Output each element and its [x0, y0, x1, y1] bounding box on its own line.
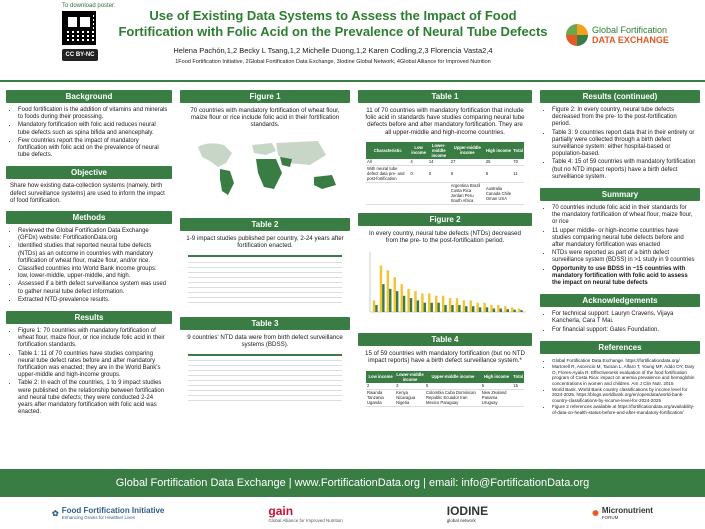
list-item: • Reviewed the Global Fortification Data Exchange (GFDx) website: FortificationData.org: [18, 228, 168, 242]
chart-bar-pre-12: [449, 298, 451, 312]
table-row: [366, 371, 524, 383]
list-item: • Figure 2: In every country, neural tube defects decreased from the pre- to the post-fortification period.: [552, 107, 696, 129]
table-row: [188, 297, 342, 302]
logo-line1: Global Fortification: [592, 25, 668, 35]
table-cell: 27: [450, 159, 485, 166]
chart-bar-post-16: [479, 308, 481, 313]
table3-caption: 9 countries' NTD data were from birth defect surveillance systems (BDSS).: [187, 333, 343, 348]
chart-bar-post-13: [458, 305, 460, 312]
table-cell: 11: [512, 165, 524, 182]
ffi-logo[interactable]: [52, 506, 164, 520]
list-item: • Few countries report the impact of mandatory fortification with folic acid on the prevalence of neural tube defects.: [18, 138, 168, 160]
table-cell: [512, 182, 524, 204]
list-item: • Mandatory fortification with folic acid reduces neural tube defects such as spina bifida and anencephaly.: [18, 122, 168, 136]
column-1: [6, 90, 172, 422]
list-item: • Table 3: 9 countries report data that in their entirety or partially were collected through a birth defect surveillance system: either hospital-based or population-based.: [552, 130, 696, 159]
table-row: [188, 396, 342, 401]
gain-tagline: Global Alliance for Improved Nutrition: [268, 517, 343, 523]
table-cell: Colombia Cuba Dominican Republic Ecuador Iran Mexico Paraguay: [425, 389, 481, 406]
list-item: • Assessed if a birth defect surveillance system was used to gather neural tube defect information.: [18, 281, 168, 295]
poster-header: [0, 0, 705, 82]
chart-bar-pre-5: [400, 284, 402, 312]
table-cell: 0: [409, 165, 427, 182]
license-badge[interactable]: CC BY-NC: [62, 49, 98, 61]
table2-heading: Table 2: [180, 218, 350, 231]
mnf-tagline: FORUM: [601, 515, 619, 520]
table-cell: 0: [428, 165, 450, 182]
logo-line2: DATA EXCHANGE: [592, 35, 669, 45]
chart-bar-pre-11: [442, 296, 444, 312]
gfdx-logo-icon: [566, 24, 588, 46]
mnf-name: Micronutrient: [601, 506, 653, 515]
table1-heading: Table 1: [358, 90, 532, 103]
table-cell: 15: [512, 383, 524, 390]
footer-contact[interactable]: Global Fortification Data Exchange | www.FortificationData.org | email: info@FortificationData.org: [0, 469, 705, 497]
authors: Helena Pachón,1,2 Becky L Tsang,1,2 Michelle Duong,1,2 Karen Codling,2,3 Florencia Vasta2,4: [173, 46, 493, 55]
chart-bar-post-14: [465, 306, 467, 312]
list-item: • Global Fortification Data Exchange. https://fortificationdata.org/: [552, 358, 696, 363]
chart-bar-post-18: [493, 309, 495, 312]
chart-bar-pre-16: [476, 303, 478, 312]
column-3: [358, 90, 532, 409]
list-item: • Figure 1: 70 countries with mandatory fortification of wheat flour, maize flour, or rice include folic acid in their fortification standards.: [18, 328, 168, 350]
gfdx-logo-text: [592, 25, 669, 45]
list-item: • World Bank. World Bank country classifications by income level for 2024-2025. https://blogs.worldbank.org/en/opendata/world-bank-country-classifications-by-income-level-for-2024-2025: [552, 387, 696, 403]
chart-bar-post-21: [513, 310, 515, 312]
table4-grid: [366, 371, 524, 407]
table-cell: [304, 297, 343, 302]
list-item: • Table 4: 15 of 59 countries with mandatory fortification (but no NTD impact reports) have a birth defect surveillance system.: [552, 159, 696, 181]
table-row: [366, 165, 524, 182]
table4-heading: Table 4: [358, 333, 532, 346]
chart-bar-pre-1: [373, 301, 375, 313]
objective-text: Share how existing data-collection systems (namely, birth defect surveillance systems) are used to inform the impact of food fortification.: [10, 183, 165, 204]
column-4: [540, 90, 700, 420]
forum-icon: ✺: [592, 508, 599, 518]
header-cell: Total: [512, 142, 524, 159]
chart-bar-pre-6: [407, 289, 409, 312]
list-item: • Figure 2 references available at https://fortificationdata.org/availability-of-data-on-health-status-before-and-after-mandatory-fortification/: [552, 404, 696, 415]
chart-bar-post-6: [410, 298, 412, 312]
chart-bar-pre-2: [380, 266, 382, 312]
chart-bar-pre-13: [456, 298, 458, 312]
chart-bar-post-2: [382, 284, 384, 312]
header-cell: Low income: [366, 371, 395, 383]
table-cell: Australia Canada Chile Oman USA: [485, 182, 512, 204]
header-cell: Upper-middle income: [450, 142, 485, 159]
qr-code-icon[interactable]: [62, 11, 96, 45]
table-row: [366, 182, 524, 204]
results-body: [6, 324, 172, 421]
chart-bar-pre-20: [504, 306, 506, 312]
summary-heading: Summary: [540, 188, 700, 201]
ign-name: IODINE: [446, 503, 489, 518]
table4-caption: 15 of 59 countries with mandatory fortification (but no NTD impact reports) have a birth defect surveillance system.*: [365, 350, 525, 365]
methods-heading: Methods: [6, 211, 172, 224]
table-cell: 2: [366, 383, 395, 390]
gfdx-logo[interactable]: [566, 18, 696, 52]
table-cell: 4: [409, 159, 427, 166]
download-label: To download poster:: [62, 3, 116, 9]
table-cell: All: [366, 159, 409, 166]
affiliations: 1Food Fortification Initiative, 2Global Fortification Data Exchange, 3Iodine Global Network, 4Global Alliance for Improved Nutrition: [175, 59, 491, 65]
table-cell: 5: [485, 165, 512, 182]
column-2: [180, 90, 350, 403]
figure1-heading: Figure 1: [180, 90, 350, 103]
table1-caption: 11 of 70 countries with mandatory fortification that include folic acid in standards have studies comparing neural tube defects before and after mandatory fortification. They are all upper-middle and high-income countries.: [365, 107, 525, 136]
references-heading: References: [540, 341, 700, 354]
figure1-caption: 70 countries with mandatory fortification of wheat flour, maize flour or rice include folic acid in their fortification standards.: [190, 107, 340, 129]
acknowledgements-body: [540, 307, 700, 339]
chart-bar-pre-15: [470, 301, 472, 313]
header-cell: Lower-middle income: [428, 142, 450, 159]
ffi-logo-text: [62, 506, 165, 520]
table-cell: [366, 182, 409, 204]
chart-bar-post-5: [403, 296, 405, 312]
list-item: • 11 upper middle- or high-income countries have studies comparing neural tube defects before and after mandatory fortification was enacted: [552, 228, 696, 250]
chart-bar-pre-8: [421, 294, 423, 313]
list-item: • For financial support: Gates Foundation.: [552, 327, 696, 334]
chart-bar-post-4: [396, 291, 398, 312]
gain-name: gain: [268, 503, 294, 518]
ign-logo-text: [447, 504, 488, 523]
table-cell: With neural tube defect data pre- and post-fortification: [366, 165, 409, 182]
table-cell: 25: [485, 159, 512, 166]
table-cell: Rwanda Tanzania Uganda: [366, 389, 395, 406]
table-cell: [291, 396, 342, 401]
table-cell: 14: [428, 159, 450, 166]
chart-bar-post-17: [486, 308, 488, 313]
chart-bar-post-7: [417, 301, 419, 313]
chart-bar-pre-7: [414, 291, 416, 312]
chart-bar-pre-3: [387, 270, 389, 312]
background-heading: Background: [6, 90, 172, 103]
references-body: [540, 354, 700, 420]
micronutrient-forum-logo[interactable]: [592, 506, 653, 520]
chart-bar-post-19: [500, 309, 502, 312]
chart-bar-pre-10: [435, 296, 437, 312]
ffi-name: Food Fortification Initiative: [61, 506, 165, 515]
objective-heading: Objective: [6, 166, 172, 179]
list-item: • Table 1: 11 of 70 countries have studies comparing neural tube defect rates before and after mandatory fortification was enacted; they are in the World Bank's upper-middle and high-income groups.: [18, 351, 168, 380]
chart-bar-pre-17: [483, 303, 485, 312]
poster-title: Use of Existing Data Systems to Assess the Impact of Food Fortification with Folic Acid on the Prevalence of Neural Tube Defects: [118, 8, 548, 39]
table-row: [366, 142, 524, 159]
chart-bar-pre-18: [490, 305, 492, 312]
chart-bar-pre-4: [394, 277, 396, 312]
table-cell: [188, 297, 227, 302]
chart-bar-post-1: [375, 305, 377, 312]
list-item: • Extracted NTD-prevalence results.: [18, 297, 168, 304]
acknowledgements-heading: Acknowledgements: [540, 294, 700, 307]
gain-logo[interactable]: [268, 504, 342, 523]
table-cell: Argentina Brazil Costa Rica Jordan Peru South Africa: [450, 182, 485, 204]
table-cell: [239, 396, 290, 401]
background-body: [6, 103, 172, 164]
list-item: • Table 2: In each of the countries, 1 to 9 impact studies were published on the relationship between fortification and neural tube defects; they were conducted 2-24 years after mandatory fortification with folic acid was enacted.: [18, 380, 168, 416]
wheat-icon: ✿: [52, 508, 59, 518]
chart-bar-post-11: [444, 305, 446, 312]
header-cell: High income: [481, 371, 512, 383]
table-cell: [512, 389, 524, 406]
table-cell: 5: [481, 383, 512, 390]
list-item: • NTDs were reported as part of a birth defect surveillance system (BDSS) in >1 study in 9 countries: [552, 250, 696, 264]
table2-grid: [188, 255, 342, 303]
ffi-tagline: Enhancing Grains for Healthier Lives: [61, 515, 136, 520]
results-continued-heading: Results (continued): [540, 90, 700, 103]
list-item: • Identified studies that reported neural tube defects (NTDs) as an outcome in countries with mandatory fortification of wheat flour, maize flour, and/or rice.: [18, 243, 168, 265]
table3-grid: [188, 354, 342, 402]
header-cell: Characteristic: [366, 142, 409, 159]
chart-bar-pre-9: [428, 294, 430, 313]
table-cell: [265, 297, 304, 302]
table-row: [366, 389, 524, 406]
list-item: • For technical support: Lauryn Cravens, Vijaya Kancherla, Cara T Mai.: [552, 311, 696, 325]
figure2-heading: Figure 2: [358, 213, 532, 226]
chart-bar-post-8: [424, 303, 426, 312]
table1-grid: [366, 142, 524, 205]
table-cell: New Zealand Panama Uruguay: [481, 389, 512, 406]
results-continued-body: [540, 103, 700, 186]
gain-logo-text: [268, 504, 342, 523]
methods-body: [6, 224, 172, 309]
mnf-logo-text: [602, 506, 653, 520]
list-item: • Martorell R, Ascencio M, Tacsan L, Alfaro T, Young MF, Addo OY, Dary O, Flores-Ayala R. Effectiveness evaluation of the food fortification program of Costa Rica: impact on anemia prevalence and hemoglobin concentrations in women and children. Am J Clin Nutr. 2015: [552, 364, 696, 386]
list-item: • Classified countries into World Bank income groups: low, lower-middle, upper-middle, and high.: [18, 266, 168, 280]
header-cell: High income: [485, 142, 512, 159]
table-cell: 5: [425, 383, 481, 390]
chart-bar-pre-21: [511, 308, 513, 313]
table3-heading: Table 3: [180, 317, 350, 330]
table2-caption: 1-9 impact studies published per country, 2-24 years after fortification enacted.: [186, 234, 344, 249]
chart-bar-pre-14: [463, 301, 465, 313]
figure2-caption: In every country, neural tube defects (NTDs) decreased from the pre- to the post-fortification period.: [369, 229, 521, 245]
header-cell: Upper-middle income: [425, 371, 481, 383]
header-cell: Low income: [409, 142, 427, 159]
table-cell: 3: [395, 383, 425, 390]
header-cell: Total: [512, 371, 524, 383]
summary-body: [540, 201, 700, 292]
chart-bar-post-15: [472, 306, 474, 312]
chart-bar-post-22: [520, 310, 522, 312]
ign-logo[interactable]: [447, 504, 488, 523]
table-cell: Kenya Nicaragua Nigeria: [395, 389, 425, 406]
world-map-figure: [180, 133, 350, 203]
table-cell: 70: [512, 159, 524, 166]
chart-bar-post-9: [431, 303, 433, 312]
chart-bar-post-10: [437, 303, 439, 312]
chart-bar-post-3: [389, 289, 391, 312]
list-item: • Opportunity to use BDSS in ~15 countries with mandatory fortification with folic acid to assess the impact on neural tube defects: [552, 266, 696, 288]
results-heading: Results: [6, 311, 172, 324]
header-cell: Lower-middle income: [396, 371, 424, 382]
figure2-chart: [358, 248, 532, 320]
ign-tagline: global network: [446, 517, 476, 523]
chart-bar-post-20: [507, 309, 509, 312]
table-cell: [428, 182, 450, 204]
table-cell: [188, 396, 239, 401]
list-item: • Food fortification is the addition of vitamins and minerals to foods during their processing.: [18, 107, 168, 121]
chart-bar-pre-22: [518, 309, 520, 312]
chart-bar-post-12: [451, 305, 453, 312]
table-cell: 6: [450, 165, 485, 182]
list-item: • 70 countries include folic acid in their standards for the mandatory fortification of wheat flour, maize flour, or rice: [552, 205, 696, 227]
table-cell: [227, 297, 266, 302]
partner-logos: [0, 497, 705, 529]
chart-bar-pre-19: [497, 305, 499, 312]
table-cell: [409, 182, 427, 204]
